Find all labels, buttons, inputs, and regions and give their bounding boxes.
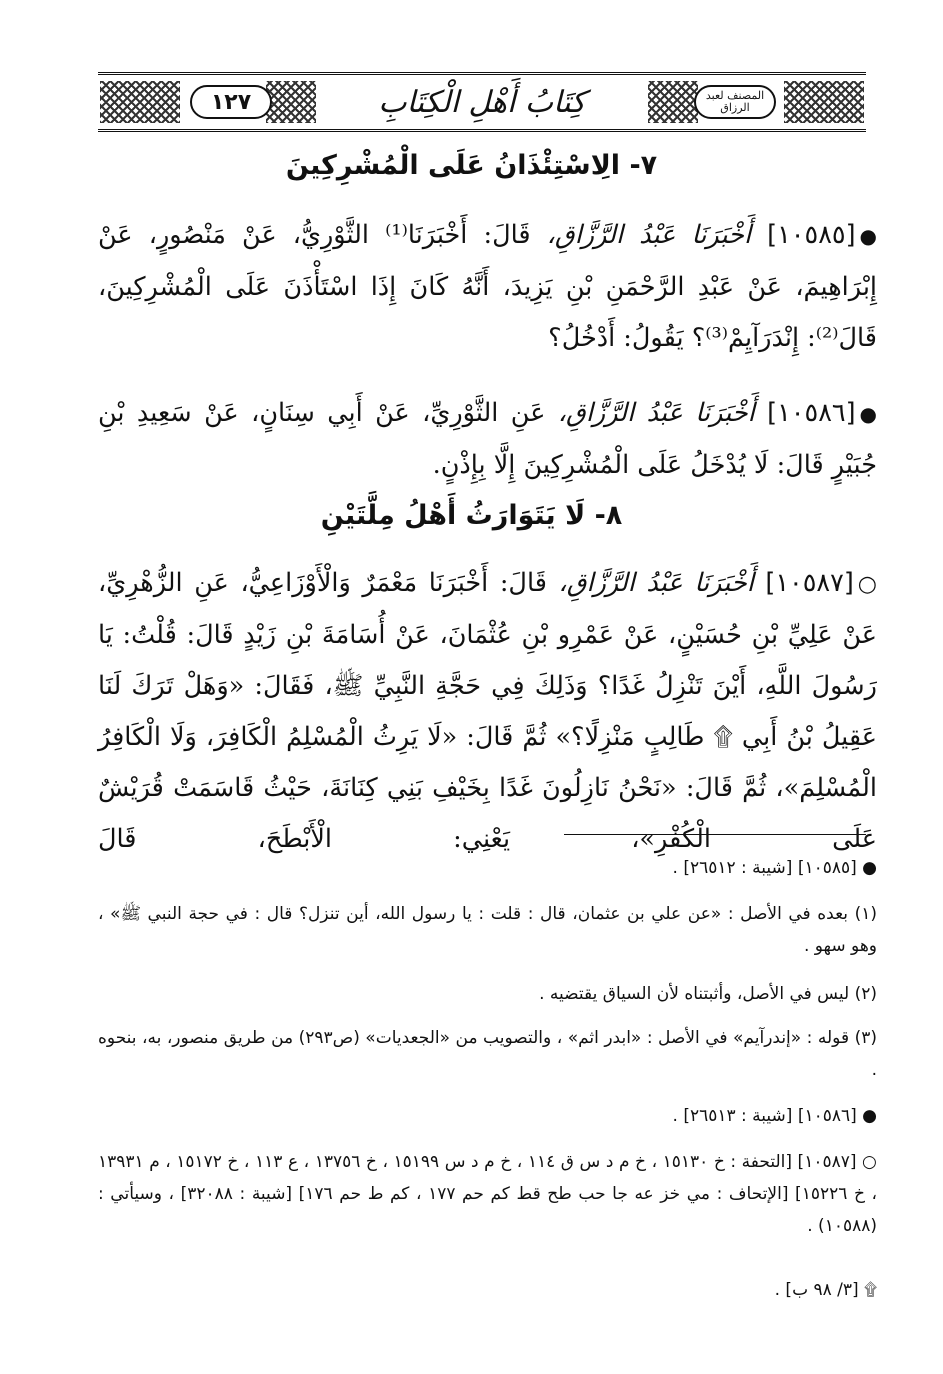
footnote-text: (١) بعده في الأصل : «عن علي بن عثمان، قال : قلت : يا رسول الله، أين تنزل؟ قال : في حجة النبي ﷺ» ، وهو سهو . [98, 904, 877, 956]
footnote-2 [98, 978, 877, 1010]
narrator-formula: أَخْبَرَنَا عَبْدُ الرَّزَّاقِ، [557, 398, 755, 428]
footnote-text: (٢) ليس في الأصل، وأثبتناه لأن السياق يقتضيه . [539, 984, 877, 1004]
footnote-ref-10586 [98, 1100, 877, 1132]
footnote-text: (٣) قوله : «إندرآيم» في الأصل : «ابدر اثم» ، والتصويب من «الجعديات» (ص٢٩٣) من طريق منصور، به، بنحوه . [98, 1028, 877, 1080]
bullet-icon: ● [859, 224, 877, 248]
hadith-10585 [98, 210, 877, 364]
ornament-pattern [100, 81, 180, 123]
folio-reference [98, 1274, 877, 1306]
hadith-text: عَنِ الثَّوْرِيِّ، عَنْ أَبِي سِنَانٍ، عَنْ سَعِيدِ بْنِ جُبَيْرٍ قَالَ: لَا يُدْخَلُ عَلَى الْمُشْرِكِينَ إِلَّا بِإِذْنٍ. [98, 398, 877, 480]
ornament-pattern [648, 81, 698, 123]
bullet-icon: ● [859, 402, 877, 426]
hadith-number: [١٠٥٨٥] [767, 220, 856, 250]
hadith-10587 [98, 558, 877, 865]
footnote-text: ۩ [٣/ ٩٨ ب] . [774, 1280, 877, 1300]
footnote-text: [١٠٥٨٦] [شيبة : ٢٦٥١٣] . [672, 1106, 857, 1126]
page-number: ١٢٧ [210, 89, 252, 115]
chapter-heading: ٨- لَا يَتَوَارَثُ أَهْلُ مِلَّتَيْنِ [320, 500, 623, 531]
hadith-number: [١٠٥٨٦] [767, 398, 856, 428]
narrator-formula: أَخْبَرَنَا عَبْدُ الرَّزَّاقِ، [558, 568, 754, 598]
hadith-10586 [98, 388, 877, 491]
hadith-text: قَالَ: أَخْبَرَنَا⁽¹⁾ الثَّوْرِيُّ، عَنْ مَنْصُورٍ، عَنْ إِبْرَاهِيمَ، عَنْ عَبْدِ الرَّحْمَنِ بْنِ يَزِيدَ، أَنَّهُ كَانَ إِذَا اسْتَأْذَنَ عَلَى الْمُشْرِكِينَ، قَالَ⁽²⁾: إِنْدَرَآيِمْ⁽³⁾؟ يَقُولُ: أَدْخُلُ؟ [98, 220, 877, 353]
series-name: المصنف لعبد الرزاق [705, 89, 765, 114]
narrator-formula: أَخْبَرَنَا عَبْدُ الرَّزَّاقِ، [546, 220, 752, 250]
bullet-icon: ● [862, 858, 877, 878]
hadith-number: [١٠٥٨٧] [765, 568, 854, 598]
footnote-separator [564, 834, 866, 835]
footnote-ref-10587 [98, 1146, 877, 1242]
ring-icon: ○ [862, 1152, 878, 1172]
page-number-cartouche [190, 85, 272, 119]
footnote-text: [١٠٥٨٥] [شيبة : ٢٦٥١٢] . [672, 858, 857, 878]
footnote-1 [98, 898, 877, 962]
footnote-ref-10585 [98, 852, 877, 884]
footnote-3 [98, 1022, 877, 1086]
series-cartouche [694, 85, 776, 119]
hadith-text: قَالَ: أَخْبَرَنَا مَعْمَرٌ وَالْأَوْزَاعِيُّ، عَنِ الزُّهْرِيِّ، عَنْ عَلِيِّ بْنِ حُسَيْنٍ، عَنْ عَمْرِو بْنِ عُثْمَانَ، عَنْ أُسَامَةَ بْنِ زَيْدٍ قَالَ: قُلْتُ: يَا رَسُولَ اللَّهِ، أَيْنَ تَنْزِلُ غَدًا؟ وَذَلِكَ فِي حَجَّةِ النَّبِيِّ ﷺ، فَقَالَ: «وَهَلْ تَرَكَ لَنَا عَقِيلُ بْنُ أَبِي ۩ طَالِبٍ مَنْزِلًا؟» ثُمَّ قَالَ: «لَا يَرِثُ الْمُسْلِمُ الْكَافِرَ، وَلَا الْكَافِرُ الْمُسْلِمَ»، ثُمَّ قَالَ: «نَحْنُ نَازِلُونَ غَدًا بِخَيْفِ بَنِي كِنَانَةَ، حَيْثُ قَاسَمَتْ قُرَيْشٌ عَلَى الْكُفْرِ»، يَعْنِي: الْأَبْطَحَ، قَالَ [98, 568, 877, 854]
ring-icon: ○ [857, 572, 877, 597]
ornament-pattern [784, 81, 864, 123]
ornament-pattern [266, 81, 316, 123]
chapter-heading: ٧- الِاسْتِئْذَانُ عَلَى الْمُشْرِكِينَ [285, 150, 658, 181]
bullet-icon: ● [862, 1106, 877, 1126]
book-title: كِتَابُ أَهْلِ الْكِتَابِ [378, 85, 586, 120]
page-header [98, 72, 866, 132]
footnote-text: [١٠٥٨٧] [التحفة : خ ١٥١٣٠ ، خ م د س ق ١١٤ ، خ م د س ١٥١٩٩ ، خ ١٣٧٥٦ ، ع ١١٣ ، خ ١٥١٧٢ ، م ١٣٩٣١ ، خ ١٥٢٢٦] [الإتحاف : مي خز عه جا حب طح قط كم حم ١٧٧ ، كم ط حم ١٧٦] [شيبة : ٣٢٠٨٨] ، وسيأتي : (١٠٥٨٨) . [98, 1152, 877, 1236]
